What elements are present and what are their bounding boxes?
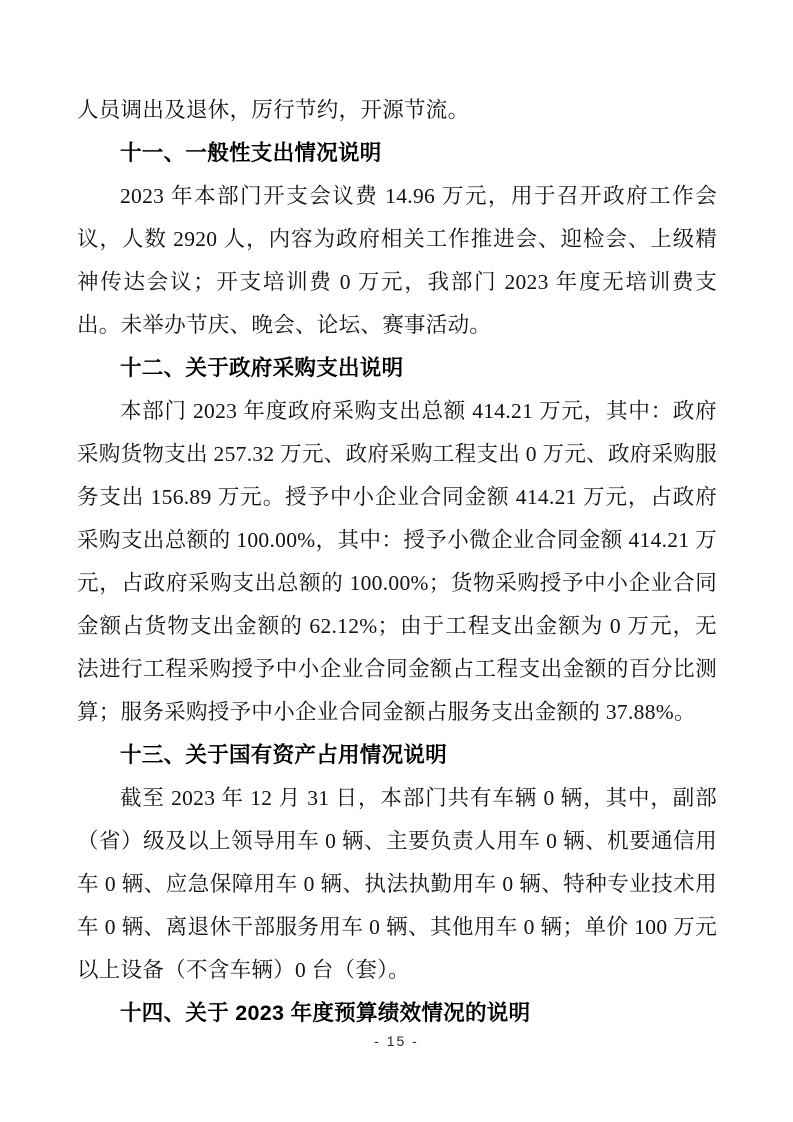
section-paragraph-11: 2023 年本部门开支会议费 14.96 万元，用于召开政府工作会议，人数 2920 人，内容为政府相关工作推进会、迎检会、上级精神传达会议；开支培训费 0 万元，我部门 2023 年度无培训费支出。未举办节庆、晚会、论坛、赛事活动。 [77,184,717,337]
section-paragraph-13: 截至 2023 年 12 月 31 日，本部门共有车辆 0 辆，其中，副部（省）级及以上领导用车 0 辆、主要负责人用车 0 辆、机要通信用车 0 辆、应急保障用车 0 辆、执法执勤用车 0 辆、特种专业技术用车 0 辆、离退休干部服务用车 0 辆、其他用车 0 辆；单价 100 万元以上设备（不含车辆）0 台（套）。 [77,786,717,982]
section-heading-13: 十三、关于国有资产占用情况说明 [120,743,448,767]
section-heading-12: 十二、关于政府采购支出说明 [120,356,404,380]
lead-paragraph: 人员调出及退休，厉行节约，开源节流。 [77,98,470,122]
section-paragraph-12: 本部门 2023 年度政府采购支出总额 414.21 万元，其中：政府采购货物支出 257.32 万元、政府采购工程支出 0 万元、政府采购服务支出 156.89 万元。授予中小企业合同金额 414.21 万元，占政府采购支出总额的 100.00%，其中：授予小微企业合同金额 414.21 万元，占政府采购支出总额的 100.00%；货物采购授予中小企业合同金额占货物支出金额的 62.12%；由于工程支出金额为 0 万元，无法进行工程采购授予中小企业合同金额占工程支出金额的百分比测算；服务采购授予中小企业合同金额占服务支出金额的 37.88%。 [77,399,717,724]
section-heading-11: 十一、一般性支出情况说明 [120,141,382,165]
section-heading-14: 十四、关于 2023 年度预算绩效情况的说明 [120,1001,531,1025]
document-body [77,89,717,1035]
page-number: - 15 - [374,1033,419,1049]
